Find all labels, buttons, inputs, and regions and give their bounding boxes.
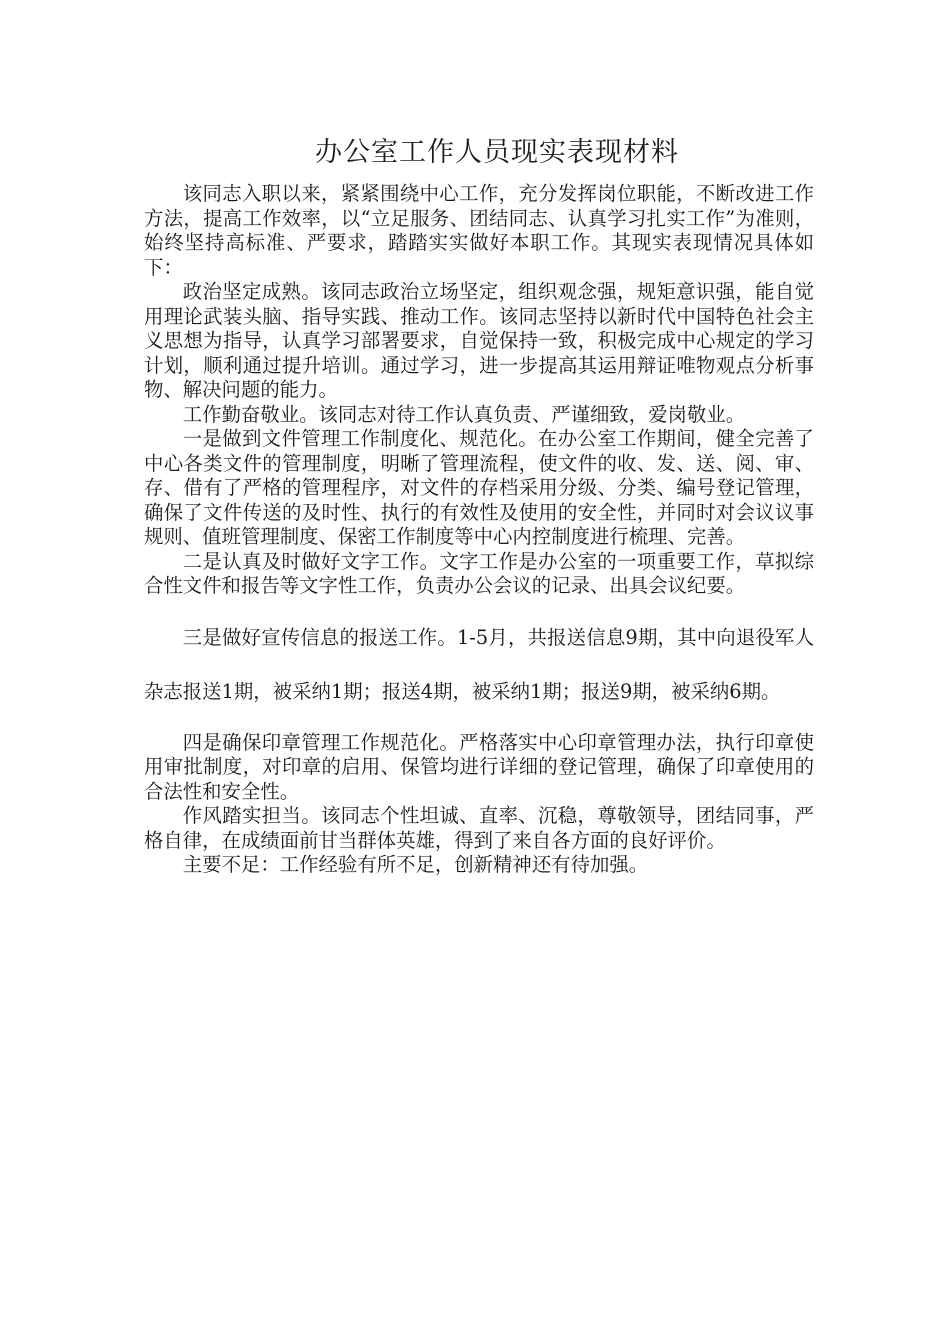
paragraph-intro: 该同志入职以来，紧紧围绕中心工作，充分发挥岗位职能，不断改进工作方法，提高工作效率，以“立足服务、团结同志、认真学习扎实工作”为准则，始终坚持高标准、严要求，踏踏实实做好本职工作。其现实表现情况具体如下： — [144, 182, 814, 279]
paragraph-document-management: 一是做到文件管理工作制度化、规范化。在办公室工作期间，健全完善了中心各类文件的管理制度，明晰了管理流程，使文件的收、发、送、阅、审、存、借有了严格的管理程序，对文件的存档采用分级、分类、编号登记管理，确保了文件传送的及时性、执行的有效性及使用的安全性，并同时对会议议事规则、值班管理制度、保密工作制度等中心内控制度进行梳理、完善。 — [144, 427, 814, 548]
paragraph-work-style: 作风踏实担当。该同志个性坦诚、直率、沉稳，尊敬领导，团结同事，严格自律，在成绩面前甘当群体英雄，得到了来自各方面的良好评价。 — [144, 804, 814, 852]
paragraph-writing-work: 二是认真及时做好文字工作。文字工作是办公室的一项重要工作，草拟综合性文件和报告等文字性工作，负责办公会议的记录、出具会议纪要。 — [144, 549, 814, 597]
paragraph-political: 政治坚定成熟。该同志政治立场坚定，组织观念强，规矩意识强，能自觉用理论武装头脑、指导实践、推动工作。该同志坚持以新时代中国特色社会主义思想为指导，认真学习部署要求，自觉保持一致，积极完成中心规定的学习计划，顺利通过提升培训。通过学习，进一步提高其运用辩证唯物观点分析事物、解决问题的能力。 — [144, 280, 814, 401]
document-body — [144, 136, 814, 878]
paragraph-diligence: 工作勤奋敬业。该同志对待工作认真负责、严谨细致，爱岗敬业。 — [182, 402, 746, 426]
paragraph-publicity-reporting: 三是做好宣传信息的报送工作。1-5月，共报送信息9期，其中向退役军人杂志报送1期，被采纳1期；报送4期，被采纳1期；报送9期，被采纳6期。 — [144, 625, 814, 703]
paragraph-shortcomings: 主要不足：工作经验有所不足，创新精神还有待加强。 — [182, 853, 649, 876]
paragraph-seal-management: 四是确保印章管理工作规范化。严格落实中心印章管理办法，执行印章使用审批制度，对印章的启用、保管均进行详细的登记管理，确保了印章使用的合法性和安全性。 — [144, 730, 814, 803]
document-title: 办公室工作人员现实表现材料 — [315, 137, 679, 168]
